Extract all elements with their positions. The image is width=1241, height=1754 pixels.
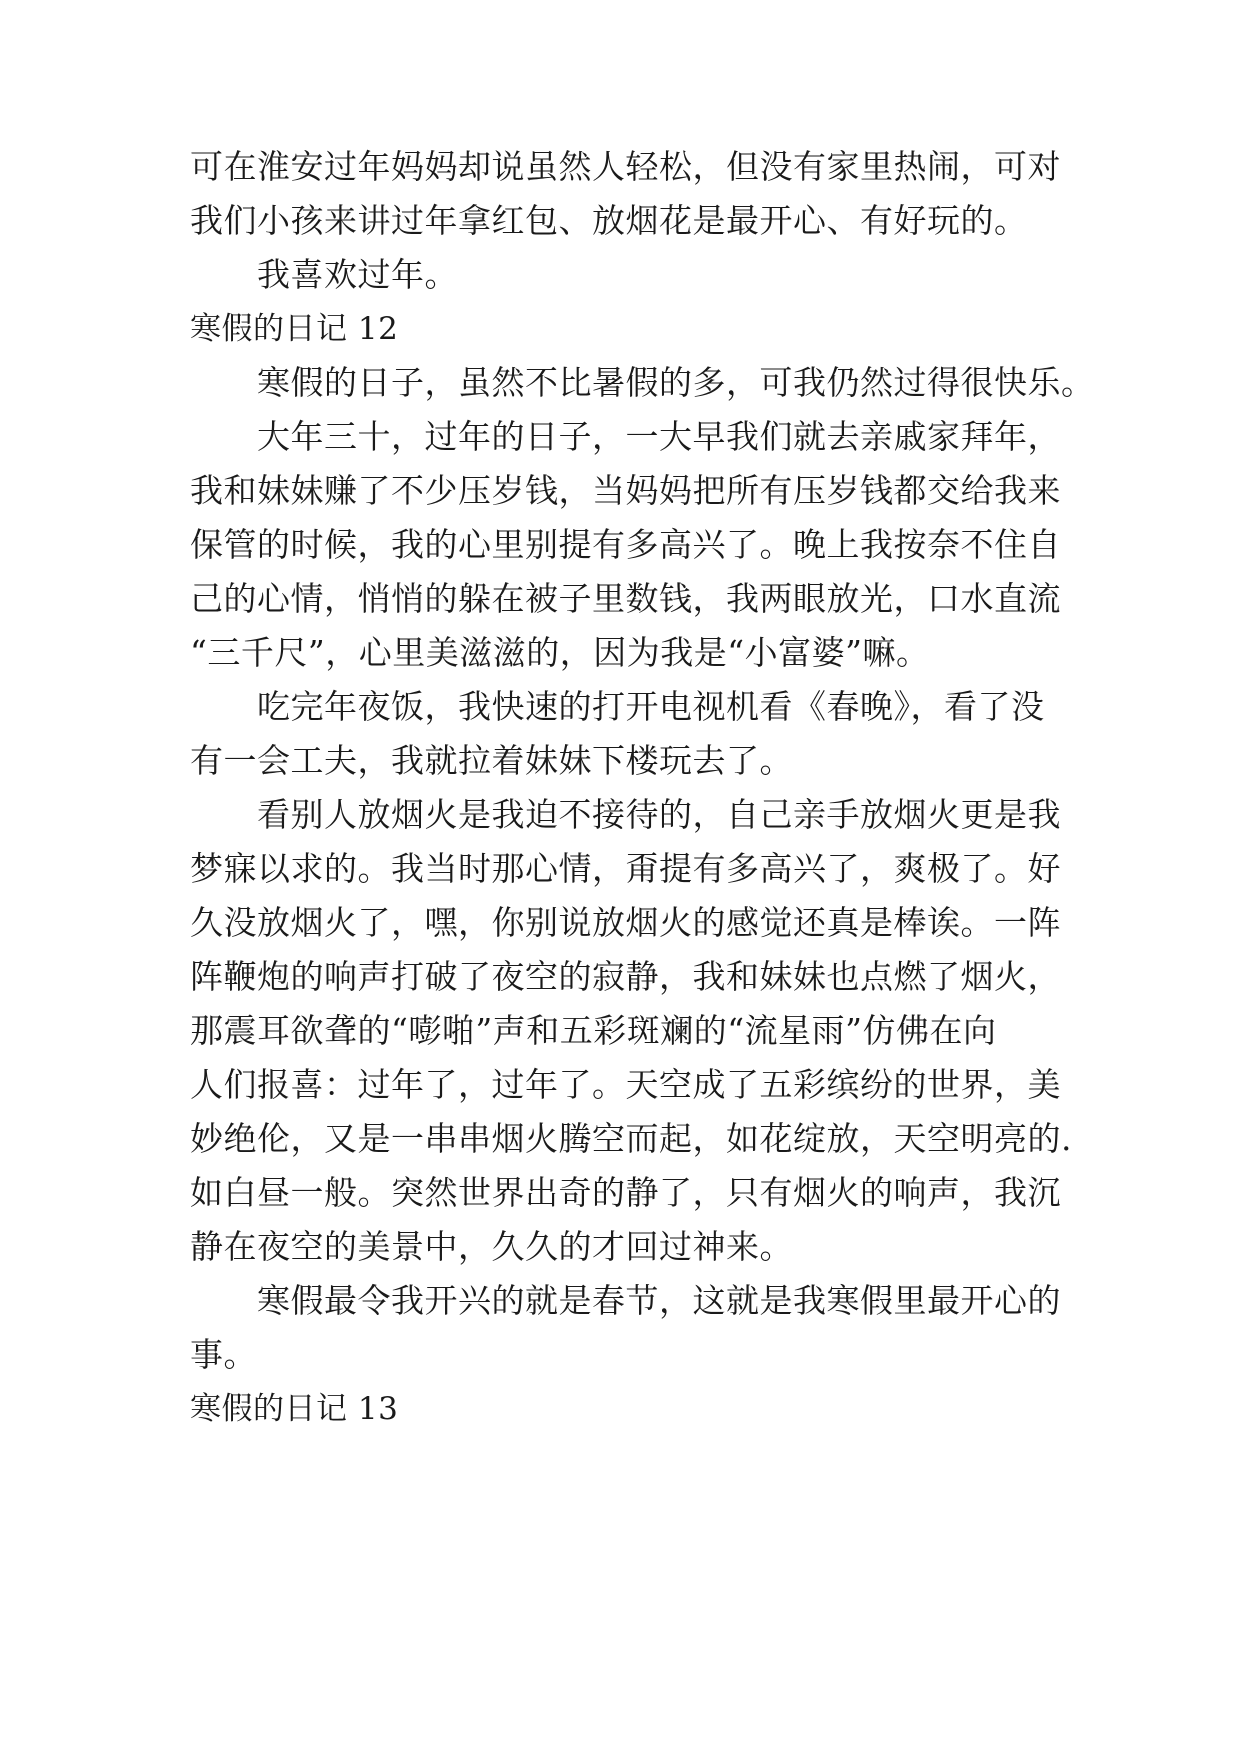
paragraph-line: 保管的时候，我的心里别提有多高兴了。晚上我按奈不住自: [190, 525, 1061, 564]
paragraph-line: 人们报喜：过年了，过年了。天空成了五彩缤纷的世界，美: [190, 1065, 1061, 1104]
paragraph-line: 妙绝伦，又是一串串烟火腾空而起，如花绽放，天空明亮的.: [190, 1119, 1072, 1158]
paragraph-line: 吃完年夜饭，我快速的打开电视机看《春晚》，看了没: [190, 687, 1045, 726]
paragraph-line: 有一会工夫，我就拉着妹妹下楼玩去了。: [190, 741, 793, 780]
paragraph-line: 我和妹妹赚了不少压岁钱，当妈妈把所有压岁钱都交给我来: [190, 471, 1061, 510]
paragraph-line: 看别人放烟火是我迫不接待的，自己亲手放烟火更是我: [190, 795, 1061, 834]
paragraph-line: 如白昼一般。突然世界出奇的静了，只有烟火的响声，我沉: [190, 1173, 1061, 1212]
paragraph-line: 我们小孩来讲过年拿红包、放烟花是最开心、有好玩的。: [190, 201, 1028, 240]
paragraph-line: 我喜欢过年。: [190, 255, 458, 294]
paragraph-line: “三千尺”，心里美滋滋的，因为我是“小富婆”嘛。: [190, 633, 930, 672]
section-heading: 寒假的日记 13: [190, 1391, 399, 1427]
paragraph-line: 可在淮安过年妈妈却说虽然人轻松，但没有家里热闹，可对: [190, 147, 1061, 186]
paragraph-line: 事。: [190, 1335, 257, 1374]
paragraph-line: 梦寐以求的。我当时那心情，甭提有多高兴了，爽极了。好: [190, 849, 1061, 888]
paragraph-line: 寒假最令我开兴的就是春节，这就是我寒假里最开心的: [190, 1281, 1061, 1320]
paragraph-line: 己的心情，悄悄的躲在被子里数钱，我两眼放光，口水直流: [190, 579, 1061, 618]
paragraph-line: 静在夜空的美景中，久久的才回过神来。: [190, 1227, 793, 1266]
paragraph-line: 那震耳欲聋的“嘭啪”声和五彩斑斓的“流星雨”仿佛在向: [190, 1011, 997, 1050]
paragraph-line: 阵鞭炮的响声打破了夜空的寂静，我和妹妹也点燃了烟火，: [190, 957, 1061, 996]
paragraph-line: 大年三十，过年的日子，一大早我们就去亲戚家拜年，: [190, 417, 1061, 456]
paragraph-line: 久没放烟火了，嘿，你别说放烟火的感觉还真是棒诶。一阵: [190, 903, 1061, 942]
paragraph-line: 寒假的日子，虽然不比暑假的多，可我仍然过得很快乐。: [190, 363, 1095, 402]
section-heading: 寒假的日记 12: [190, 311, 399, 347]
